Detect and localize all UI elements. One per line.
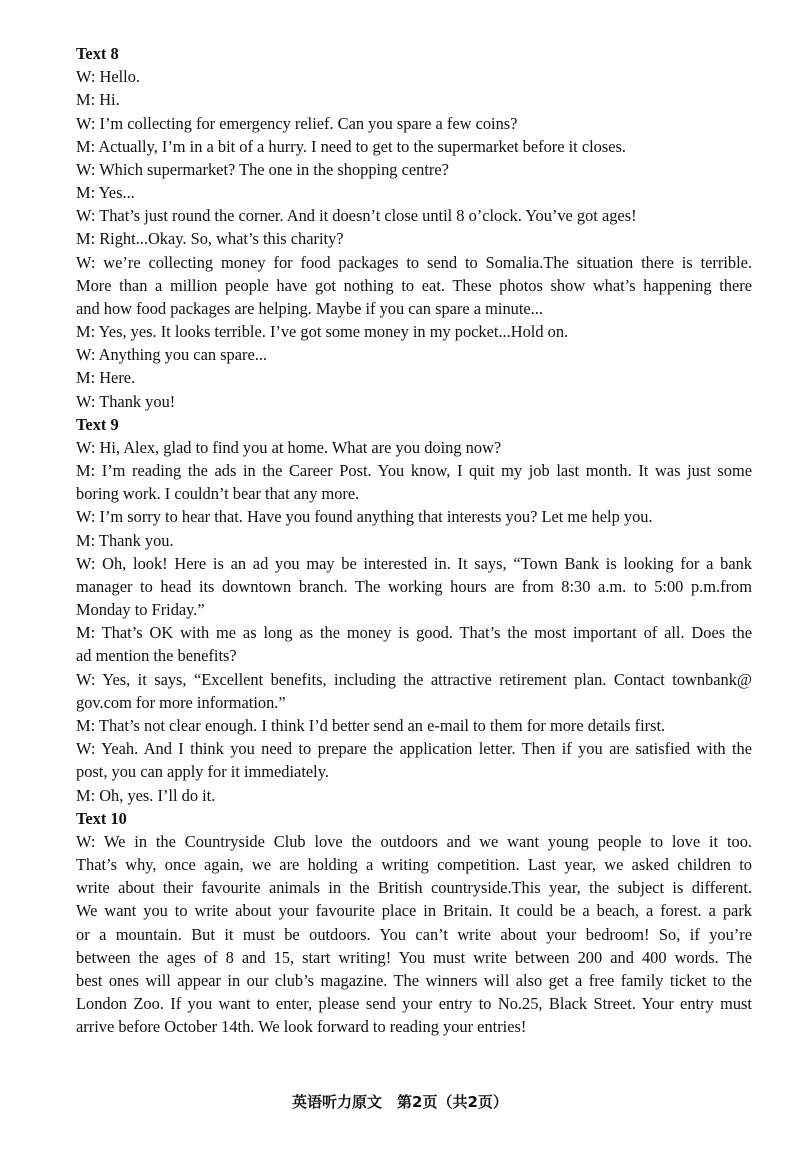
text-line: or a mountain. But it must be outdoors. You can’t write about your bedroom! So, if you’re [76,924,752,944]
text-line: post, you can apply for it immediately. [76,762,329,782]
dialogue-paragraph [76,204,752,227]
text-line: W: I’m sorry to hear that. Have you found anything that interests you? Let me help you. [76,507,653,527]
section [76,413,752,807]
text-line: W: We in the Countryside Club love the outdoors and we want young people to love it too. [76,831,752,851]
text-line: ad mention the benefits? [76,646,237,666]
dialogue-paragraph [76,830,752,1039]
dialogue-paragraph [76,737,752,783]
text-line: W: That’s just round the corner. And it doesn’t close until 8 o’clock. You’ve got ages! [76,206,637,226]
text-line: M: Actually, I’m in a bit of a hurry. I need to get to the supermarket before it closes. [76,136,626,156]
text-line: W: Oh, look! Here is an ad you may be interested in. It says, “Town Bank is looking for a bank [76,553,752,573]
dialogue-paragraph [76,320,752,343]
text-line: That’s why, once again, we are holding a writing competition. Last year, we asked children to [76,855,752,875]
section [76,807,752,1039]
text-line: W: we’re collecting money for food packages to send to Somalia.The situation there is terrible. [76,252,752,272]
text-line: W: Which supermarket? The one in the shopping centre? [76,159,449,179]
text-line: London Zoo. If you want to enter, please send your entry to No.25, Black Street. Your entry must [76,994,752,1014]
dialogue-paragraph [76,65,752,88]
text-line: M: That’s not clear enough. I think I’d better send an e-mail to them for more details first. [76,715,666,735]
dialogue-paragraph [76,529,752,552]
section-heading: Text 8 [76,44,119,63]
dialogue-paragraph [76,343,752,366]
dialogue-paragraph [76,88,752,111]
text-line: W: Anything you can spare... [76,345,268,365]
dialogue-paragraph [76,668,752,714]
dialogue-paragraph [76,227,752,250]
page-footer: 英语听力原文 第2页（共2页） [292,1093,508,1111]
dialogue-paragraph [76,251,752,321]
text-line: manager to head its downtown branch. The working hours are from 8:30 a.m. to 5:00 p.m.from [76,576,752,596]
section-heading: Text 9 [76,414,119,434]
dialogue-paragraph [76,552,752,622]
dialogue-paragraph [76,459,752,505]
dialogue-paragraph [76,784,752,807]
dialogue-paragraph [76,714,752,737]
text-line: M: That’s OK with me as long as the money is good. That’s the most important of all. Does the [76,623,752,643]
text-line: M: Hi. [76,90,120,110]
text-line: M: Right...Okay. So, what’s this charity? [76,229,344,249]
text-line: W: Yes, it says, “Excellent benefits, including the attractive retirement plan. Contact townbank@ [76,669,752,689]
text-line: We want you to write about your favourite place in Britain. It could be a beach, a forest. a park [76,901,752,921]
dialogue-paragraph [76,436,752,459]
text-line: M: Here. [76,368,136,388]
section [76,42,752,413]
text-line: W: Yeah. And I think you need to prepare the application letter. Then if you are satisfied with the [76,739,752,759]
dialogue-paragraph [76,181,752,204]
dialogue-paragraph [76,505,752,528]
text-line: M: Oh, yes. I’ll do it. [76,785,216,805]
text-line: W: Thank you! [76,391,176,411]
text-line: best ones will appear in our club’s magazine. The winners will also get a free family ticket to the [76,970,752,990]
text-line: W: Hello. [76,67,141,87]
text-line: and how food packages are helping. Maybe if you can spare a minute... [76,298,543,318]
text-line: More than a million people have got nothing to eat. These photos show what’s happening there [76,275,752,295]
document-body [76,42,752,1038]
dialogue-paragraph [76,158,752,181]
dialogue-paragraph [76,135,752,158]
text-line: M: Yes... [76,183,135,203]
dialogue-paragraph [76,390,752,413]
text-line: arrive before October 14th. We look forward to reading your entries! [76,1017,527,1037]
text-line: W: Hi, Alex, glad to find you at home. What are you doing now? [76,437,502,457]
dialogue-paragraph [76,621,752,667]
text-line: Monday to Friday.” [76,600,205,620]
section-heading: Text 10 [76,808,127,828]
text-line: M: I’m reading the ads in the Career Post. You know, I quit my job last month. It was just some [76,461,752,481]
text-line: W: I’m collecting for emergency relief. Can you spare a few coins? [76,113,518,133]
text-line: gov.com for more information.” [76,692,286,712]
dialogue-paragraph [76,112,752,135]
text-line: M: Thank you. [76,530,174,550]
text-line: write about their favourite animals in the British countryside.This year, the subject is different. [76,878,752,898]
text-line: between the ages of 8 and 15, start writing! You must write between 200 and 400 words. The [76,947,752,967]
dialogue-paragraph [76,366,752,389]
text-line: boring work. I couldn’t bear that any more. [76,484,360,504]
text-line: M: Yes, yes. It looks terrible. I’ve got some money in my pocket...Hold on. [76,322,569,342]
